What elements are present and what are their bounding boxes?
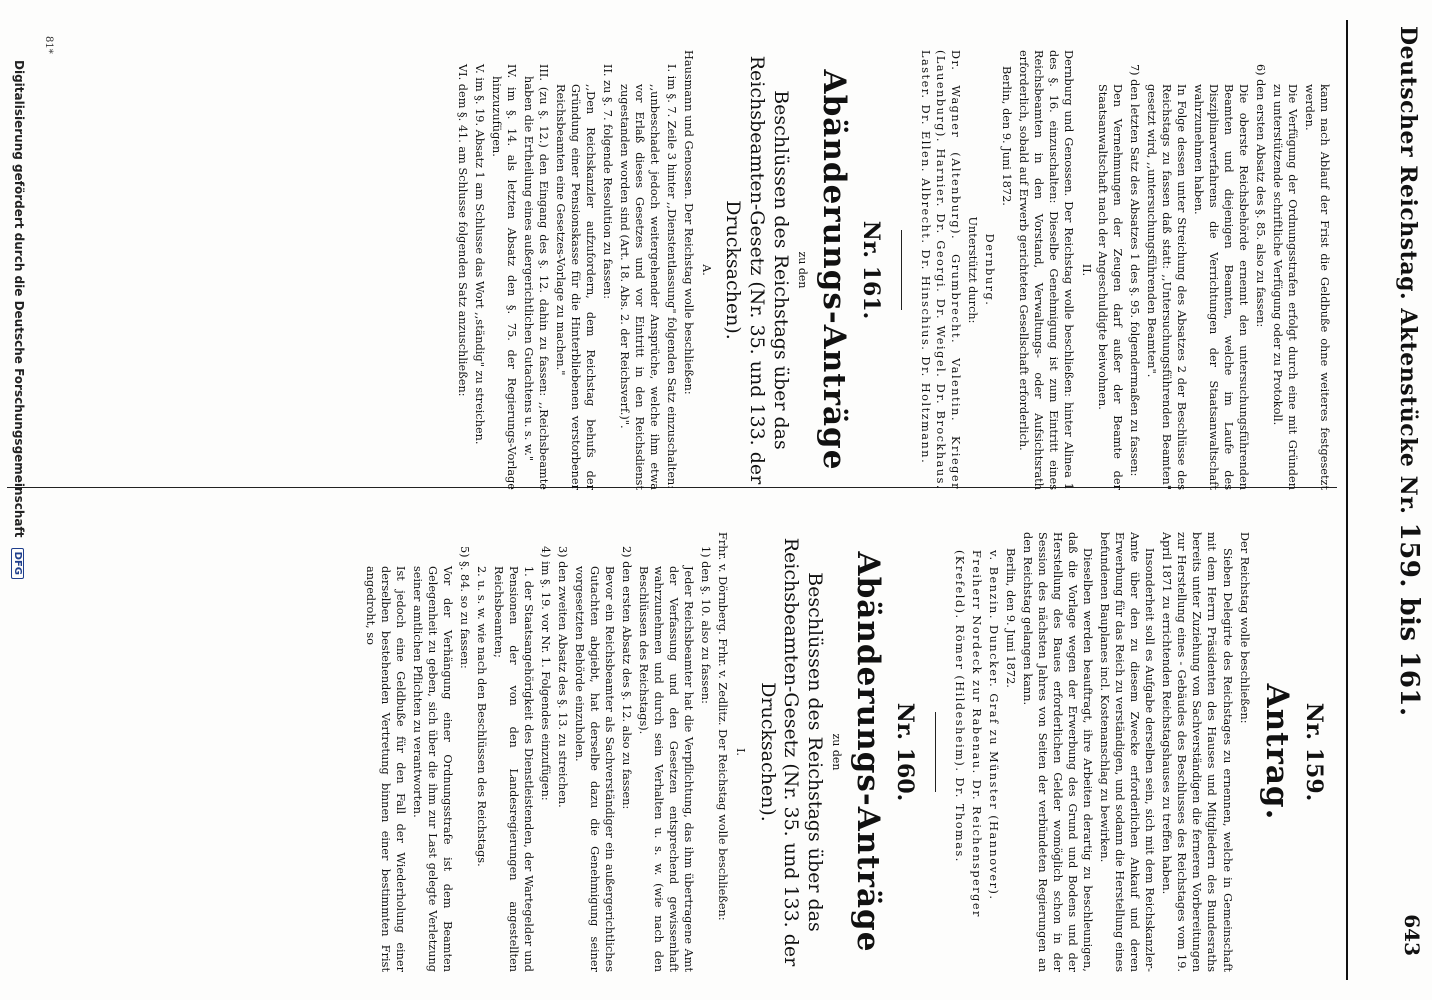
signatures: (Krefeld). Römer (Hildesheim). Dr. Thomas.: [953, 550, 967, 863]
heading-nr159: Nr. 159.: [1301, 702, 1327, 802]
paragraph: 7) den letzten Satz des Absatzes 1 des §. 95. folgendermaßen zu fassen:: [1127, 64, 1141, 477]
heading-nr160: Nr. 160.: [892, 702, 919, 802]
heading-nr161: Nr. 161.: [857, 220, 884, 320]
item: 1) den §. 10. also zu fassen:: [699, 546, 713, 704]
right-column: [453, 50, 1332, 490]
dfg-logo: DFG: [11, 548, 24, 579]
digitization-credit-text: Digitalisierung gefördert durch die Deutsche Forschungsgemeinschaft: [12, 60, 26, 538]
item: I. im §. 7. Zeile 3 hinter ,,Dienstentlassung" folgenden Satz einzuschalten:: [665, 64, 678, 490]
header-rule: [1346, 20, 1348, 980]
separator: [901, 230, 902, 310]
dernburg-motion: Dernburg und Genossen. Der Reichstag wolle beschließen: hinter Alinea 1 des §. 16. einzuschalten: Dieselbe Genehmigung ist zum Eintritt eines Reichsbeamten in den Vorstand, Verwaltungs- oder Aufsichtsrath erforderlich, sobald auf Erwerb gerichteten Gesellschaft erforderlich.: [1017, 50, 1076, 490]
item: VI. dem §. 41. am Schlusse folgenden Satz anzuschließen:: [455, 64, 469, 397]
section-ii: II.: [1079, 263, 1093, 277]
item: 5) §. 84. so zu fassen:: [458, 546, 472, 669]
document-numbers: 159. bis 161.: [1394, 522, 1424, 717]
left-column: [361, 532, 1332, 972]
paragraph: Insonderheit soll es Aufgabe derselben sein, sich mit dem Reichskanzler-Amte über den zu diesem Zwecke erforderlichen Ankauf und deren Erwerbung für das Reich zu verständigen, und sodann die Herstellung eines befundenen Bauplanes incl. Kostenanschlag zu bewirken.: [1098, 532, 1157, 972]
digitization-credit: [11, 60, 26, 579]
heading-abaenderungs-antraege: Abänderungs-Anträge: [849, 551, 886, 953]
paragraph: Die oberste Reichsbehörde ernennt den untersuchungsführenden Beamten und diejenigen Beamten, welche im Laufe des Disziplinarverfahrens die Verrichtungen der Staatsanwaltschaft wahrzunehmen haben.: [1191, 84, 1250, 490]
zu-den: zu den: [795, 251, 809, 289]
subtitle-160: Beschlüssen des Reichstags über das Reichsbeamten-Gesetz (Nr. 35. und 133. der Drucksachen).: [756, 537, 827, 967]
date-line: Berlin, den 9. Juni 1872.: [1000, 66, 1014, 206]
supporters: Dr. Wagner (Altenburg). Grumbrecht. Valentin. Krieger (Lauenburg). Harnier. Dr. Georgi. Dr. Weigel. Dr. Brockhaus. Laster. Dr. Ellen. Albrecht. Dr. Hinschius. Dr. Holtzmann.: [919, 50, 963, 490]
signatures: Freiherr Nordeck zur Rabenau. Dr. Reichensperger: [970, 550, 984, 918]
running-title: Deutscher Reichstag. Aktenstücke Nr. 159. bis 161.: [1394, 26, 1424, 717]
intro-160: Frhr. v. Dörnberg. Frhr. v. Zedlitz. Der Reichstag wolle beschließen:: [716, 532, 730, 921]
signature: Dernburg.: [983, 233, 997, 307]
date-line: Berlin, den 9. Juni 1872.: [1004, 548, 1018, 688]
item: Vor der Verhängung einer Ordnungsstrafe ist dem Beamten Gelegenheit zu geben, sich über die ihm zur Last gelegte Verletzung seiner amtlichen Pflichten zu verantworten.: [410, 566, 454, 972]
paragraph: Der Reichstag wolle beschließen:: [1237, 532, 1251, 724]
paragraph: Sieben Delegirte des Reichstages zu ernennen, welche in Gemeinschaft mit dem Herrn Präsidenten des Hauses und Mitgliedern des Bundesraths bereits unter Zuziehung von Sachverständigen die ferneren Vorbereitungen zur Herstellung eines - Gebäudes des Beschlusses des Reichstages vom 19. April 1871 zu errichtenden Reichstagshauses zu treffen haben.: [1160, 532, 1234, 972]
item: 2. u. s. w. wie nach den Beschlüssen des Reichstags.: [475, 566, 489, 867]
item: Bevor ein Reichsbeamter als Sachverständiger ein außergerichtliches Gutachten abgiebt, hat derselbe dazu die Genehmigung seiner vorgesetzten Behörde einzuholen.: [573, 566, 617, 972]
item: Ist jedoch eine Geldbuße für den Fall der Wiederholung einer derselben bestehenden Vertretung binnen einer bestimmten Frist angedroht, so: [363, 566, 407, 972]
item: III. (zu §. 12.) den Eingang des §. 12. dahin zu fassen: ,,Reichsbeamte haben die Ertheilung eines außergerichtlichen Gutachtens u. s. w.": [521, 64, 550, 490]
page-number: 643: [1400, 914, 1424, 956]
item: V. im §. 19. Absatz 1 am Schlusse das Wort ,,ständig" zu streichen.: [472, 64, 486, 445]
paragraph: Dieselben werden beauftragt, ihre Arbeiten derartig zu beschleunigen, daß die Vorlage wegen der Erwerbung des Grund und Bodens und der Herstellung des Baues erforderlichen Gelder womöglich schon in der Session des nächsten Jahres von Seiten der verbündeten Regierungen an den Reichstag gelangen kann.: [1021, 532, 1095, 972]
paragraph: Die Verfügung der Ordnungsstrafen erfolgt durch eine mit Gründen zu unterstützende schriftliche Verfügung oder zu Protokoll.: [1270, 84, 1299, 490]
item: IV. im §. 14. als letzten Absatz den §. 75. der Regierungs-Vorlage hinzuzufügen.: [489, 64, 518, 490]
paragraph: kann nach Ablauf der Frist die Geldbuße ohne weiteres festgesetzt werden.: [1302, 84, 1331, 490]
section-i: I.: [733, 748, 747, 756]
item: II. zu §. 7. folgende Resolution zu fassen:: [600, 64, 614, 300]
paragraph: 6) den ersten Absatz des §. 85. also zu fassen:: [1253, 64, 1267, 328]
paragraph: Den Vernehmungen der Zeugen darf außer der Beamte der Staatsanwaltschaft nach der Angeschuldigte beiwohnen.: [1095, 84, 1124, 490]
subtitle-161: Beschlüssen des Reichstags über das Reichsbeamten-Gesetz (Nr. 35. und 133. der Drucksachen).: [722, 55, 792, 485]
supported-by: Unterstützt durch:: [966, 216, 980, 324]
item: 1. der Staatsangehörigkeit des Dienstleistenden, der Wartegelder und Pensionen der von den Landesregierungen angestellten Reichsbeamten;: [492, 566, 536, 972]
zu-den: zu den: [829, 733, 843, 771]
item: 4) im §. 19. vor Nr. 1. Folgendes einzufügen:: [539, 546, 553, 801]
signatures: v. Benzin. Duncker. Graf zu Münster (Hannover).: [987, 550, 1001, 901]
item: Jeder Reichsbeamter hat die Verpflichtung, das ihm übertragene Amt der Verfassung und den Gesetzen entsprechend gewissenhaft wahrzunehmen und durch sein Verhalten u. s. w. (wie nach den Beschlüssen des Reichstags).: [637, 566, 696, 972]
separator: [935, 712, 936, 792]
paragraph: In Folge dessen unter Streichung des Absatzes 2 der Beschlüsse des Reichstags zu fassen daß statt: ,,Untersuchungsführenden Beamten" gesetzt wird, ,,untersuchungsführenden Beamten".: [1144, 84, 1188, 490]
intro-161: Hausmann und Genossen. Der Reichstag wolle beschließen:: [682, 50, 696, 395]
section-a: A.: [699, 264, 713, 276]
item: 2) den ersten Absatz des §. 12. also zu fassen:: [620, 546, 634, 810]
item: ,,unbeschadet jedoch weitergehender Ansprüche, welche ihm etwa vor Erlaß dieses Gesetzes und vor Eintritt in den Reichsdienst zugestanden worden sind (Art. 18. Abs. 2. der Reichsverf.)".: [617, 84, 661, 490]
heading-antrag: Antrag.: [1258, 683, 1295, 821]
sheet-signature-mark: 81*: [43, 36, 54, 54]
item: ,,Den Reichskanzler aufzufordern, dem Reichstag behufs der Gründung einer Pensionskasse für die Hinterbliebenen verstorbener Reichsbeamten eine Gesetzes-Vorlage zu machen.": [553, 84, 597, 490]
heading-abaenderungs-antraege: Abänderungs-Anträge: [815, 69, 852, 471]
item: 3) den zweiten Absatz des §. 13. zu streichen.: [556, 546, 570, 808]
